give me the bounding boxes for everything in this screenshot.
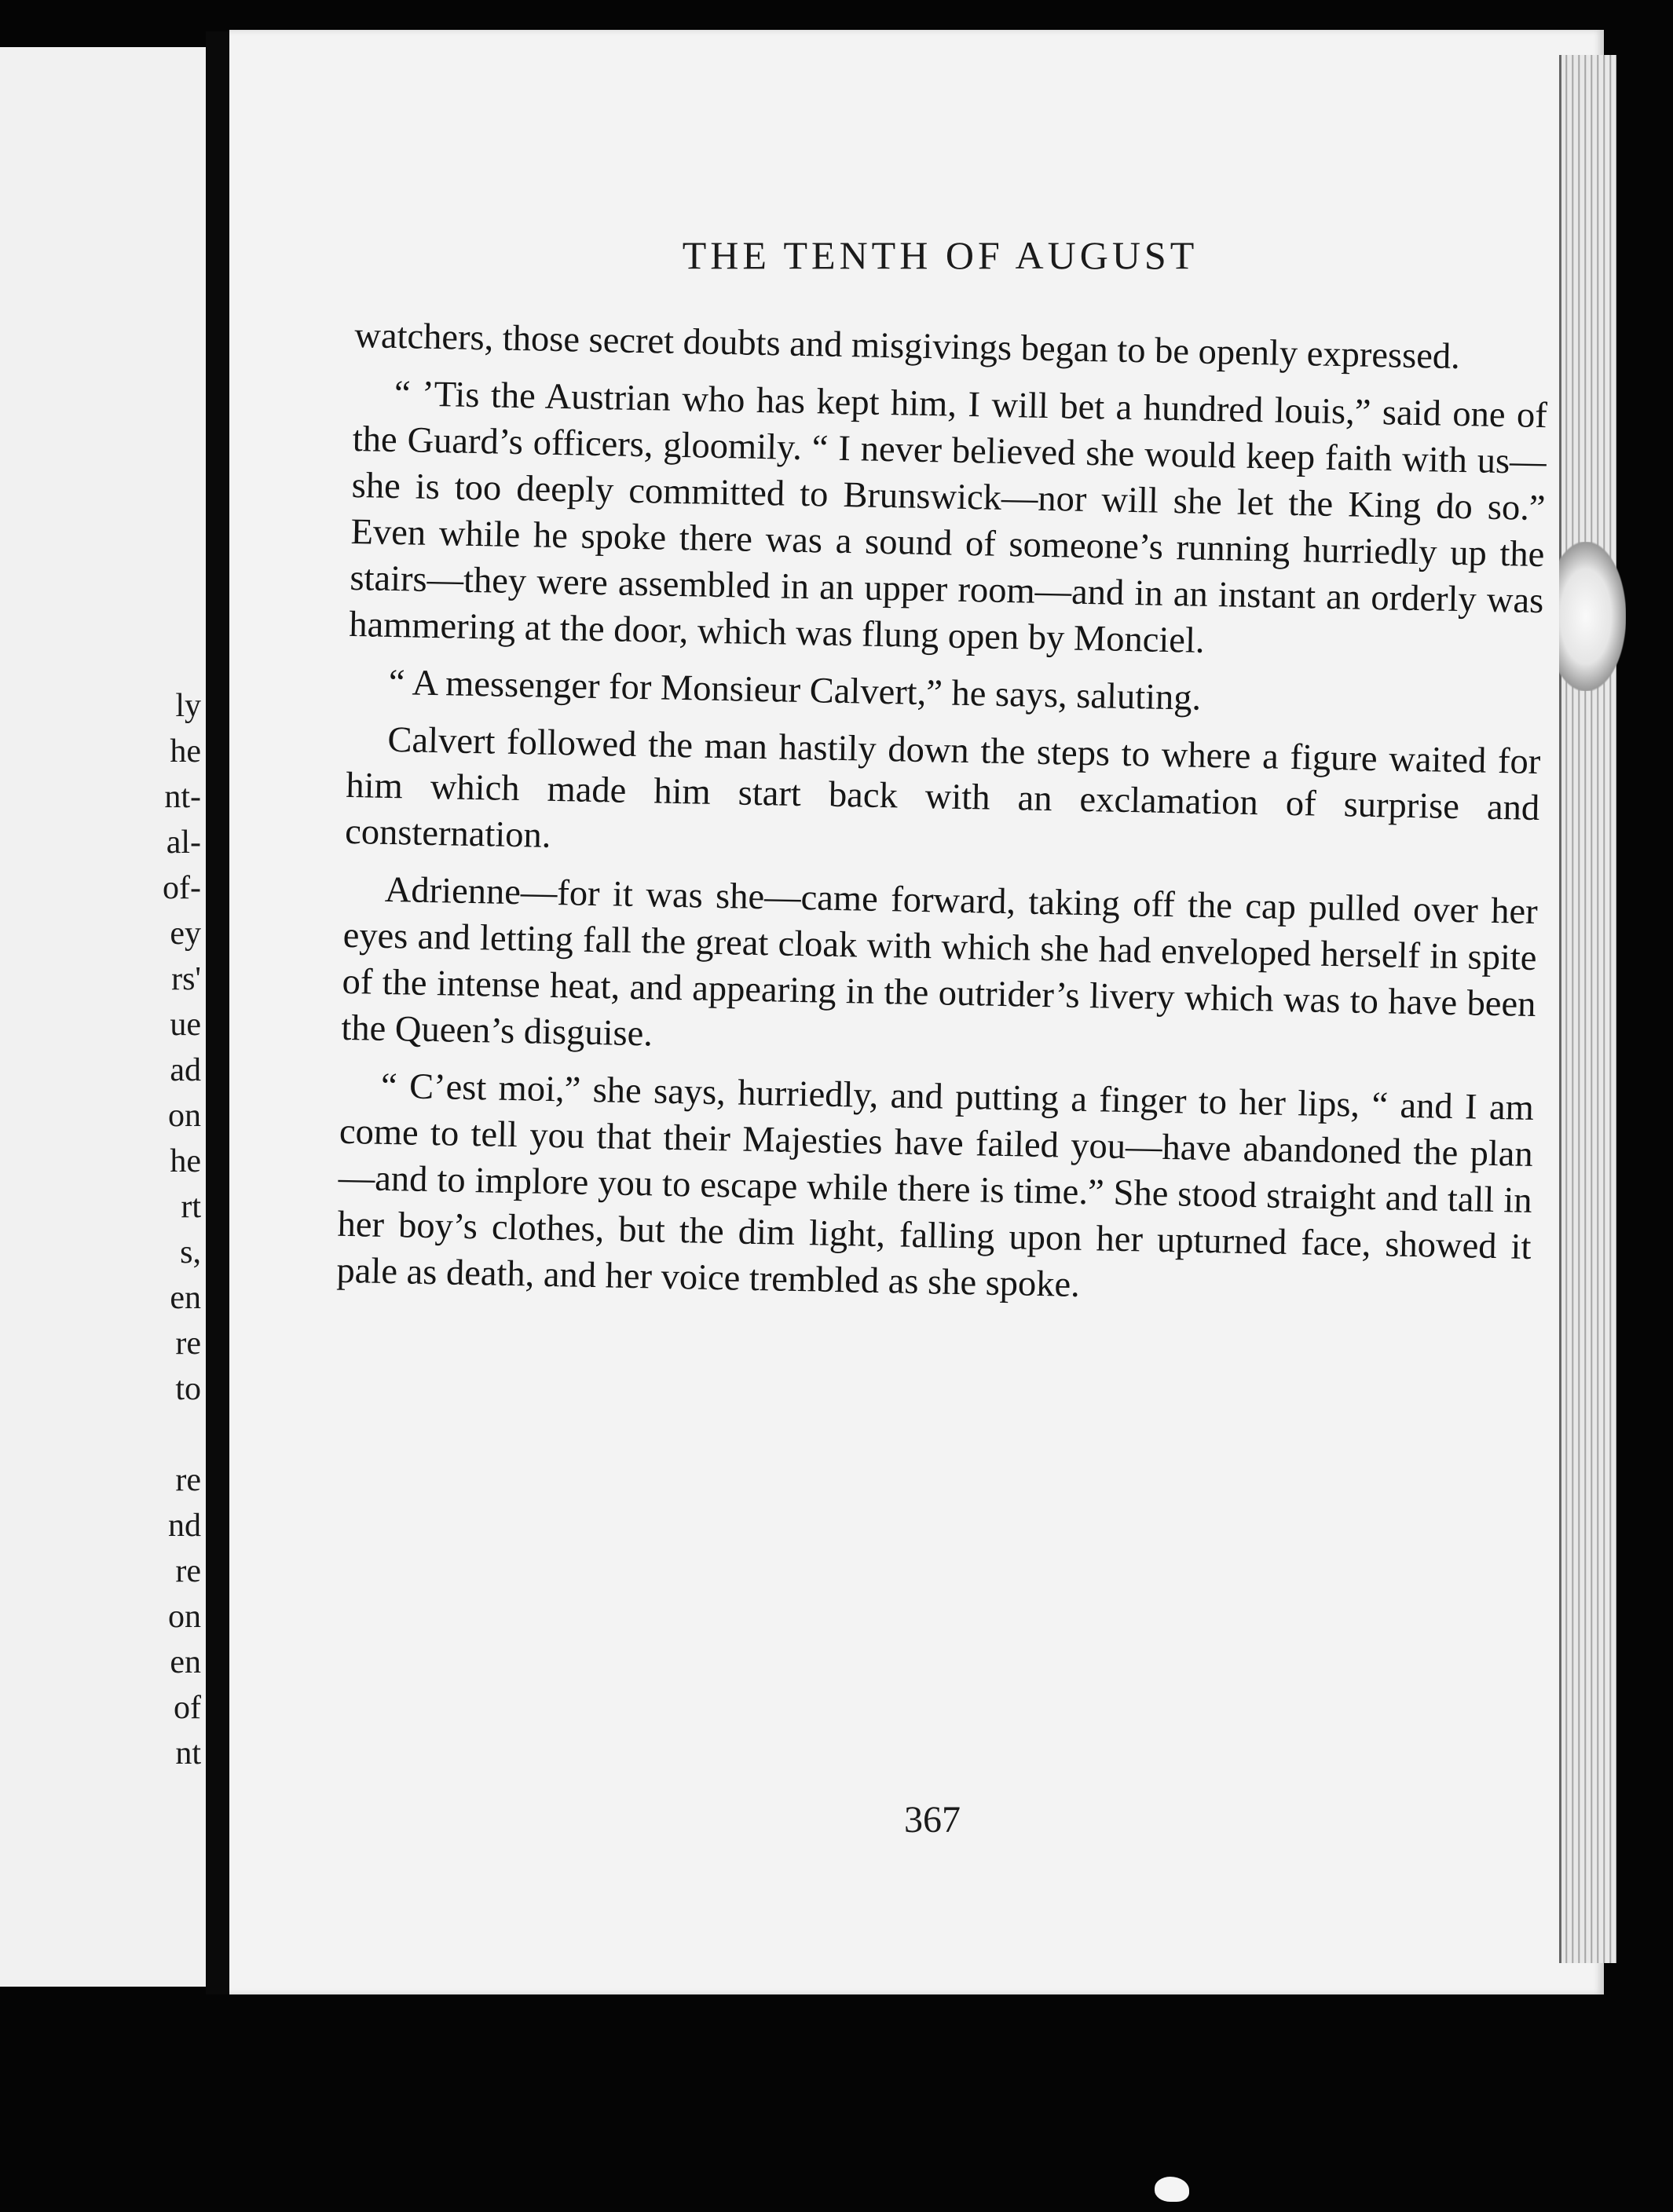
left-fragment-line: he xyxy=(170,733,201,770)
page-edge-tear xyxy=(1559,542,1626,691)
left-page xyxy=(0,47,206,1987)
left-page-text-fragments xyxy=(0,683,206,1776)
paragraph: “ A messenger for Monsieur Calvert,” he says, saluting. xyxy=(388,662,1202,718)
paragraph: “ C’est moi,” she says, hurriedly, and putting a finger to her lips, “ and I am come to tell you that their Majesties have failed you—have abandoned the plan—and to implore you to escape while there is time.” She stood straight and tall in her boy’s clothes, but the dim light, falling upon her upturned face, showed it pale as death, and her voice trembled as she spoke. xyxy=(336,1066,1535,1305)
paragraph: watchers, those secret doubts and misgivings began to be openly expressed. xyxy=(353,315,1461,378)
left-fragment-line: en xyxy=(170,1280,201,1316)
paragraph: “ ’Tis the Austrian who has kept him, I will bet a hundred louis,” said one of the Guard’s officers, gloomily. “ I never believed she would keep faith with us—she is too deeply committed to Brunswick—nor will she let the King do so.” Even while he spoke there was a sound of someone’s running hurriedly up the stairs—they were assembled in an upper room—and in an instant an orderly was hammering at the door, which was flung open by Monciel. xyxy=(348,373,1548,661)
book-gutter xyxy=(206,31,229,1994)
left-fragment-line: ad xyxy=(170,1052,201,1088)
paragraph: Calvert followed the man hastily down the steps to where a figure waited for him which made him start back with an exclamation of surprise and consternation. xyxy=(344,719,1541,856)
left-fragment-line: ly xyxy=(175,688,201,724)
left-fragment-line: rt xyxy=(181,1189,201,1225)
scan-speck xyxy=(1155,2177,1189,2202)
running-head: THE TENTH OF AUGUST xyxy=(682,233,1199,277)
left-fragment-line: re xyxy=(175,1553,201,1589)
left-fragment-line: to xyxy=(175,1371,201,1407)
left-fragment-line: he xyxy=(170,1143,201,1179)
page-number: 367 xyxy=(904,1799,961,1841)
left-fragment-line: nd xyxy=(168,1508,201,1544)
left-fragment-line: nt- xyxy=(164,779,201,815)
left-fragment-line xyxy=(0,1412,206,1457)
left-fragment-line: rs' xyxy=(171,961,201,997)
left-fragment-line: s, xyxy=(180,1234,201,1271)
left-fragment-line: al- xyxy=(166,824,201,861)
left-fragment-line: of xyxy=(174,1690,201,1726)
left-fragment-line: re xyxy=(175,1462,201,1498)
left-fragment-line: ue xyxy=(170,1007,201,1043)
paragraph: Adrienne—for it was she—came forward, taking off the cap pulled over her eyes and letting fall the great cloak with which she had enveloped herself in spite of the intense heat, and appearing in the outrider’s livery which was to have been the Queen’s disguise. xyxy=(341,869,1539,1055)
page-edges xyxy=(1559,55,1616,1963)
left-fragment-line: on xyxy=(168,1599,201,1635)
left-fragment-line: ey xyxy=(170,916,201,952)
left-fragment-line: nt xyxy=(175,1735,201,1771)
left-fragment-line: of- xyxy=(163,870,201,906)
body-text xyxy=(336,313,1549,1328)
left-fragment-line: re xyxy=(175,1325,201,1362)
right-page xyxy=(229,30,1604,1994)
left-fragment-line: on xyxy=(168,1098,201,1134)
left-fragment-line: en xyxy=(170,1644,201,1680)
